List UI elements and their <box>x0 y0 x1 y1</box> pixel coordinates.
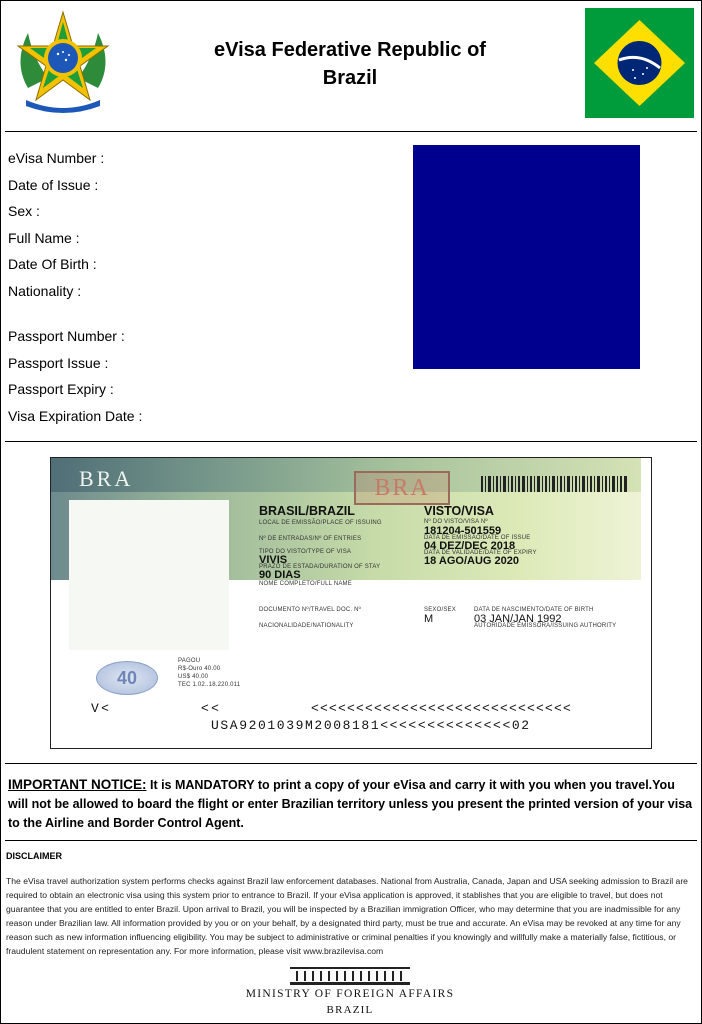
field-nationality-label: Nationality : <box>8 283 82 299</box>
visa-dob: 03 JAN/JAN 1992 <box>474 613 562 625</box>
field-date-of-birth-label: Date Of Birth : <box>8 256 97 272</box>
field-date-of-issue-label: Date of Issue : <box>8 177 99 193</box>
visa-entries: VIVIS <box>259 554 288 566</box>
ministry-building-icon <box>290 967 410 985</box>
visa-duration-label: PRAZO DE ESTADA/DURATION OF STAY <box>259 564 381 570</box>
visa-fee-seal: 40 <box>96 661 158 695</box>
visa-nationality-label: NACIONALIDADE/NATIONALITY <box>259 623 354 629</box>
divider <box>5 441 697 442</box>
visa-dob-label: DATA DE NASCIMENTO/DATE OF BIRTH <box>474 607 594 613</box>
visa-mrz-line1-left: V< <box>91 701 112 716</box>
visa-fee-line: PAGOU <box>178 658 201 664</box>
visa-number: 181204-501559 <box>424 525 502 537</box>
visa-sex: M <box>424 613 434 625</box>
ministry-name: MINISTRY OF FOREIGN AFFAIRS <box>245 988 455 1000</box>
visa-entries-label: Nº DE ENTRADAS/Nº OF ENTRIES <box>259 536 362 542</box>
visa-photo-area <box>69 500 229 650</box>
visa-mrz-line2: USA9201039M2008181<<<<<<<<<<<<<<02 <box>211 718 531 733</box>
visa-country: BRASIL/BRAZIL <box>259 504 355 518</box>
notice-heading: IMPORTANT NOTICE: <box>8 777 147 792</box>
visa-issue-date-label: DATA DE EMISSÃO/DATE OF ISSUE <box>424 535 531 541</box>
visa-fee-line: US$ 40.00 <box>178 674 209 680</box>
visa-duration: 90 DIAS <box>259 569 301 581</box>
visa-sex-label: SEXO/SEX <box>424 607 456 613</box>
divider <box>5 131 697 132</box>
title-line-1: eVisa Federative Republic of <box>214 39 486 61</box>
field-evisa-number-label: eVisa Number : <box>8 150 105 166</box>
visa-fee-line: TEC 1.02..18.220.011 <box>178 682 241 688</box>
field-passport-issue-label: Passport Issue : <box>8 355 109 371</box>
brazil-flag-icon <box>585 8 694 118</box>
visa-country-code-left: BRA <box>79 466 134 491</box>
visa-number-label: Nº DO VISTO/VISA Nº <box>424 519 488 525</box>
visa-fee-line: R$-Ouro 40.00 <box>178 666 221 672</box>
field-sex-label: Sex : <box>8 203 40 219</box>
visa-sticker-image <box>50 457 652 749</box>
applicant-photo-placeholder <box>413 145 640 369</box>
divider <box>5 763 697 764</box>
visa-name-label: NOME COMPLETO/FULL NAME <box>259 581 352 587</box>
visa-travel-doc-label: DOCUMENTO Nº/TRAVEL DOC. Nº <box>259 607 362 613</box>
ministry-country: BRAZIL <box>326 1004 374 1016</box>
disclaimer-text: The eVisa travel authorization system performs checks against Brazil law enforcement databases. National from Australia, Canada, Japan and USA seeking admission to Brazil are required to obtain an electronic visa using this system prior to entrance to Brazil. If your eVisa application is approved, it stablishes that you are eligible to travel, but does not guarantee that you are entitled to enter Brazil. Upon arrival to Brazil, you will be inspected by a Brazilian immigration Officer, who may determine that you are inadmissible for any reason under Brazilian law. All information provided by you or on your behalf, by a designated third party, must be true and accurate. An eVisa may be revoked at any time for any reason such as new information influencing eligibility. You may be subject to administrative or criminal penalties if you knowingly and willfully make a materially false, fictitious, or fraudulent statement on representation any. For more information, please visit www.brazilevisa.com <box>6 876 688 956</box>
visa-country-code-center: BRA <box>354 471 450 505</box>
visa-barcode-icon <box>481 476 629 492</box>
divider <box>5 840 697 841</box>
visa-mrz-line1-right: <<<<<<<<<<<<<<<<<<<<<<<<<<<<< <box>311 701 573 716</box>
page-title <box>150 36 550 92</box>
visa-word: VISTO/VISA <box>424 504 494 518</box>
visa-mrz-line1-mid: << <box>201 701 222 716</box>
disclaimer-heading: DISCLAIMER <box>6 851 62 861</box>
coat-of-arms-emblem <box>8 8 118 118</box>
visa-authority-label: AUTORIDADE EMISSORA/ISSUING AUTHORITY <box>474 623 617 629</box>
visa-expiry: 18 AGO/AUG 2020 <box>424 555 519 567</box>
title-line-2: Brazil <box>322 67 378 89</box>
visa-issue-date: 04 DEZ/DEC 2018 <box>424 540 516 552</box>
important-notice <box>8 775 696 833</box>
field-full-name-label: Full Name : <box>8 230 80 246</box>
field-visa-expiration-date-label: Visa Expiration Date : <box>8 408 143 424</box>
notice-text: It is MANDATORY to print a copy of your eVisa and carry it with you when you travel.You will not be allowed to board the flight or enter Brazilian territory unless you present the printed version of your visa to the Airline and Border Control Agent. <box>8 778 693 830</box>
field-passport-expiry-label: Passport Expiry : <box>8 381 114 397</box>
visa-expiry-label: DATA DE VALIDADE/DATE OF EXPIRY <box>424 550 537 556</box>
visa-place-label: LOCAL DE EMISSÃO/PLACE OF ISSUING <box>259 520 382 526</box>
visa-type-label: TIPO DO VISTO/TYPE OF VISA <box>259 549 352 555</box>
field-passport-number-label: Passport Number : <box>8 328 125 344</box>
